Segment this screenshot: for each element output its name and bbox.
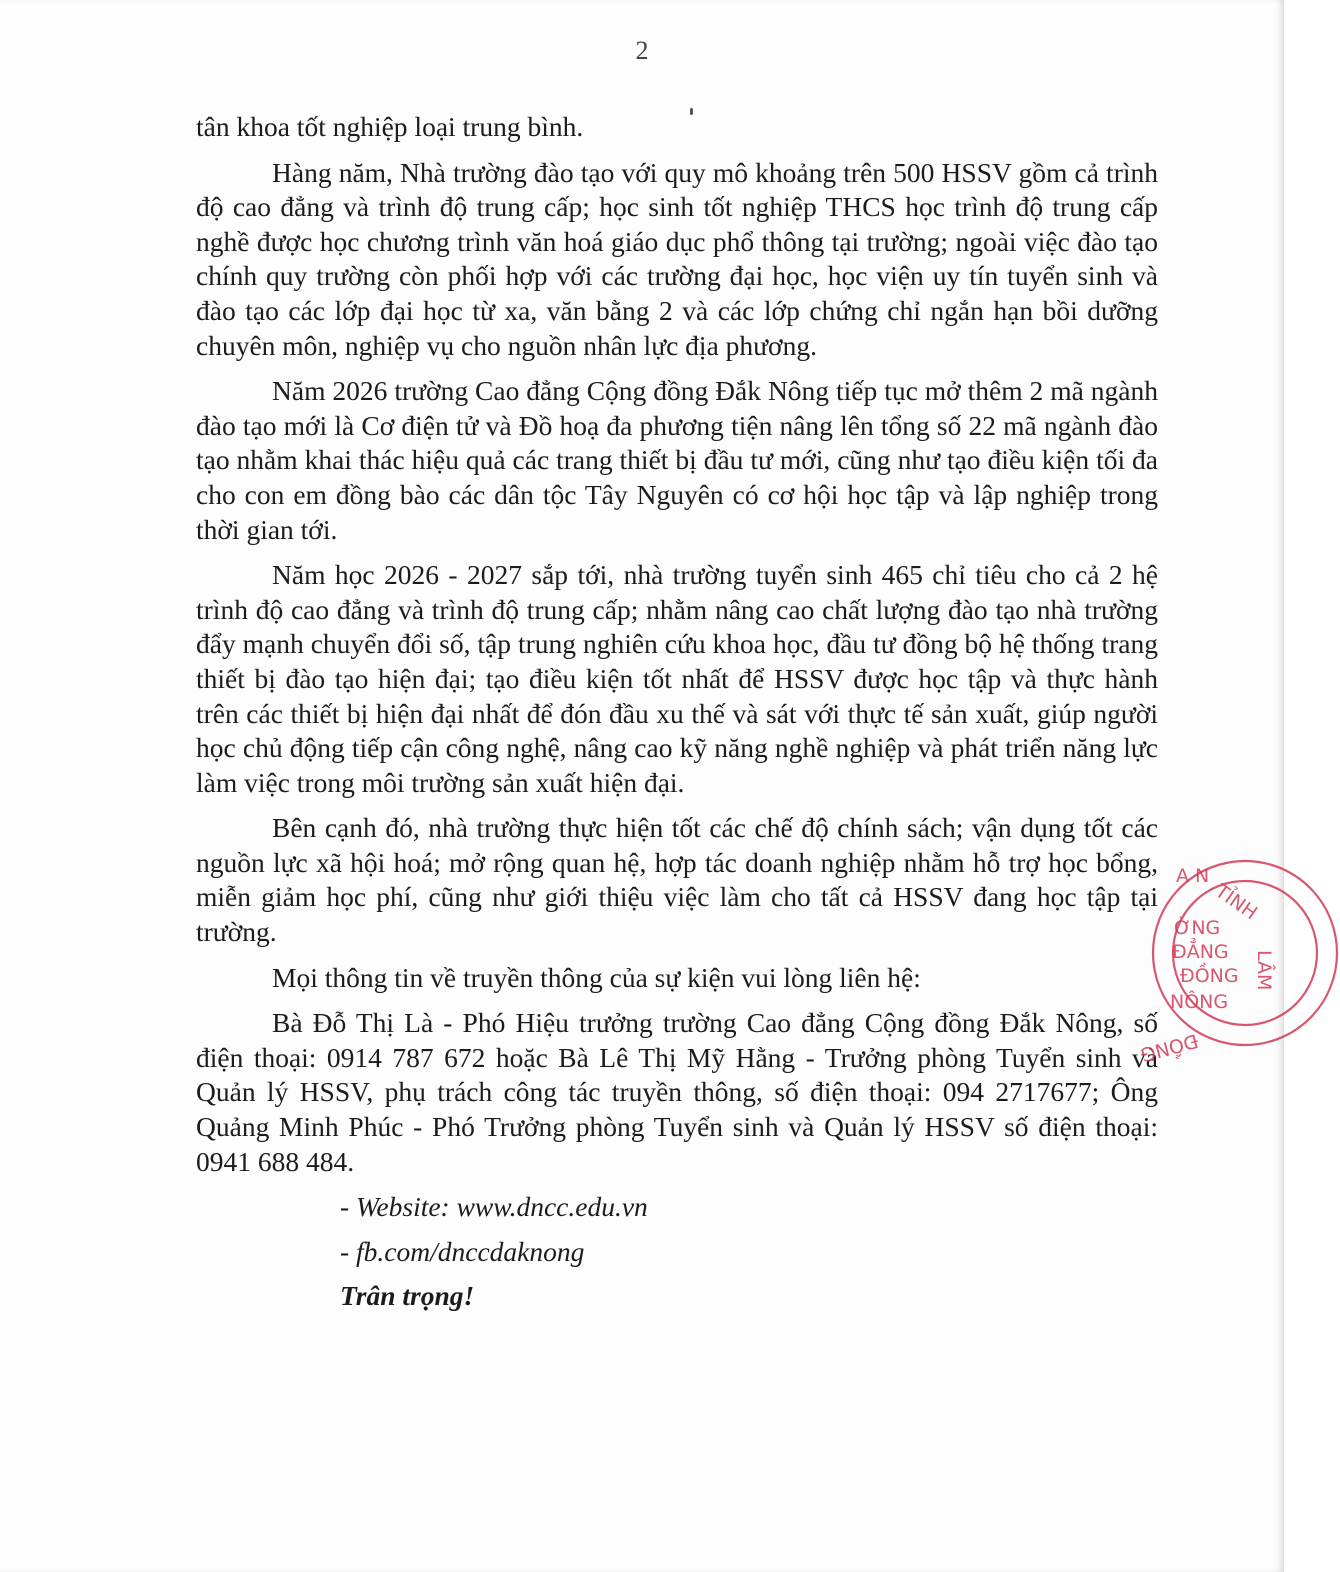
stamp-line-1: ỜNG <box>1174 917 1221 939</box>
stamp-arc-top-right: TỈNH <box>1211 880 1262 925</box>
paragraph-continuation: tân khoa tốt nghiệp loại trung bình. <box>196 111 584 142</box>
paragraph-enrollment-plan: Năm học 2026 - 2027 sắp tới, nhà trường tuyển sinh 465 chỉ tiêu cho cả 2 hệ trình độ cao đẳng và trình độ trung cấp; nhằm nâng cao chất lượng đào tạo nhà trường đẩy mạnh chuyển đổi số, tập trung nghiên cứu khoa học, đầu tư đồng bộ hệ thống trang thiết bị đào tạo hiện đại; tạo điều kiện tốt nhất để HSSV được học tập và thực hành trên các thiết bị hiện đại nhất để đón đầu xu thế và sát với thực tế sản xuất, giúp người học chủ động tiếp cận công nghệ, nâng cao kỹ năng nghề nghiệp và phát triển năng lực làm việc trong môi trường sản xuất hiện đại. <box>196 559 1158 798</box>
stamp-arc-right: LÂM <box>1253 950 1275 991</box>
paragraph-training-scale: Hàng năm, Nhà trường đào tạo với quy mô khoảng trên 500 HSSV gồm cả trình độ cao đẳng và trình độ trung cấp; học sinh tốt nghiệp THCS học trình độ trung cấp nghề được học chương trình văn hoá giáo dục phổ thông tại trường; ngoài việc đào tạo chính quy trường còn phối hợp với các trường đại học, học viện uy tín tuyển sinh và đào tạo các lớp đại học từ xa, văn bằng 2 và các lớp chứng chỉ ngắn hạn bồi dưỡng chuyên môn, nghiệp vụ cho nguồn nhân lực địa phương. <box>196 156 1158 361</box>
website-line: - Website: www.dncc.edu.vn <box>340 1191 648 1223</box>
official-seal-stamp <box>1138 858 1340 1066</box>
document-body <box>196 110 1158 1325</box>
closing-greeting: Trân trọng! <box>340 1280 475 1312</box>
paragraph-new-majors: Năm 2026 trường Cao đẳng Cộng đồng Đắk Nông tiếp tục mở thêm 2 mã ngành đào tạo mới là Cơ điện tử và Đồ hoạ đa phương tiện nâng lên tổng số 22 mã ngành đào tạo nhằm khai thác hiệu quả các trang thiết bị đầu tư mới, cũng như tạo điều kiện tối đa cho con em đồng bào các dân tộc Tây Nguyên có cơ hội học tập và lập nghiệp trong thời gian tới. <box>196 375 1158 545</box>
paragraph-contact-intro: Mọi thông tin về truyền thông của sự kiện vui lòng liên hệ: <box>272 961 921 993</box>
stamp-arc-top: A N <box>1176 865 1210 887</box>
stamp-line-3: ĐỒNG <box>1180 965 1239 987</box>
paragraph-contact-details: Bà Đỗ Thị Là - Phó Hiệu trưởng trường Cao đẳng Cộng đồng Đắk Nông, số điện thoại: 0914 787 672 hoặc Bà Lê Thị Mỹ Hằng - Trưởng phòng Tuyển sinh và Quản lý HSSV, phụ trách công tác truyền thông, số điện thoại: 094 2717677; Ông Quảng Minh Phúc - Phó Trưởng phòng Tuyển sinh và Quản lý HSSV số điện thoại: 0941 688 484. <box>196 1007 1158 1177</box>
paragraph-policies: Bên cạnh đó, nhà trường thực hiện tốt các chế độ chính sách; vận dụng tốt các nguồn lực xã hội hoá; mở rộng quan hệ, hợp tác doanh nghiệp nhằm hỗ trợ học bổng, miễn giảm học phí, cũng như giới thiệu việc làm cho tất cả HSSV đang học tập tại trường. <box>196 812 1158 948</box>
stamp-line-4: NÔNG <box>1170 991 1229 1013</box>
page-number: 2 <box>635 36 649 65</box>
facebook-line: - fb.com/dnccdaknong <box>340 1235 585 1267</box>
stamp-line-2: ĐẲNG <box>1172 941 1229 963</box>
stamp-arc-bottom: ĐỒNG <box>1138 1029 1201 1066</box>
